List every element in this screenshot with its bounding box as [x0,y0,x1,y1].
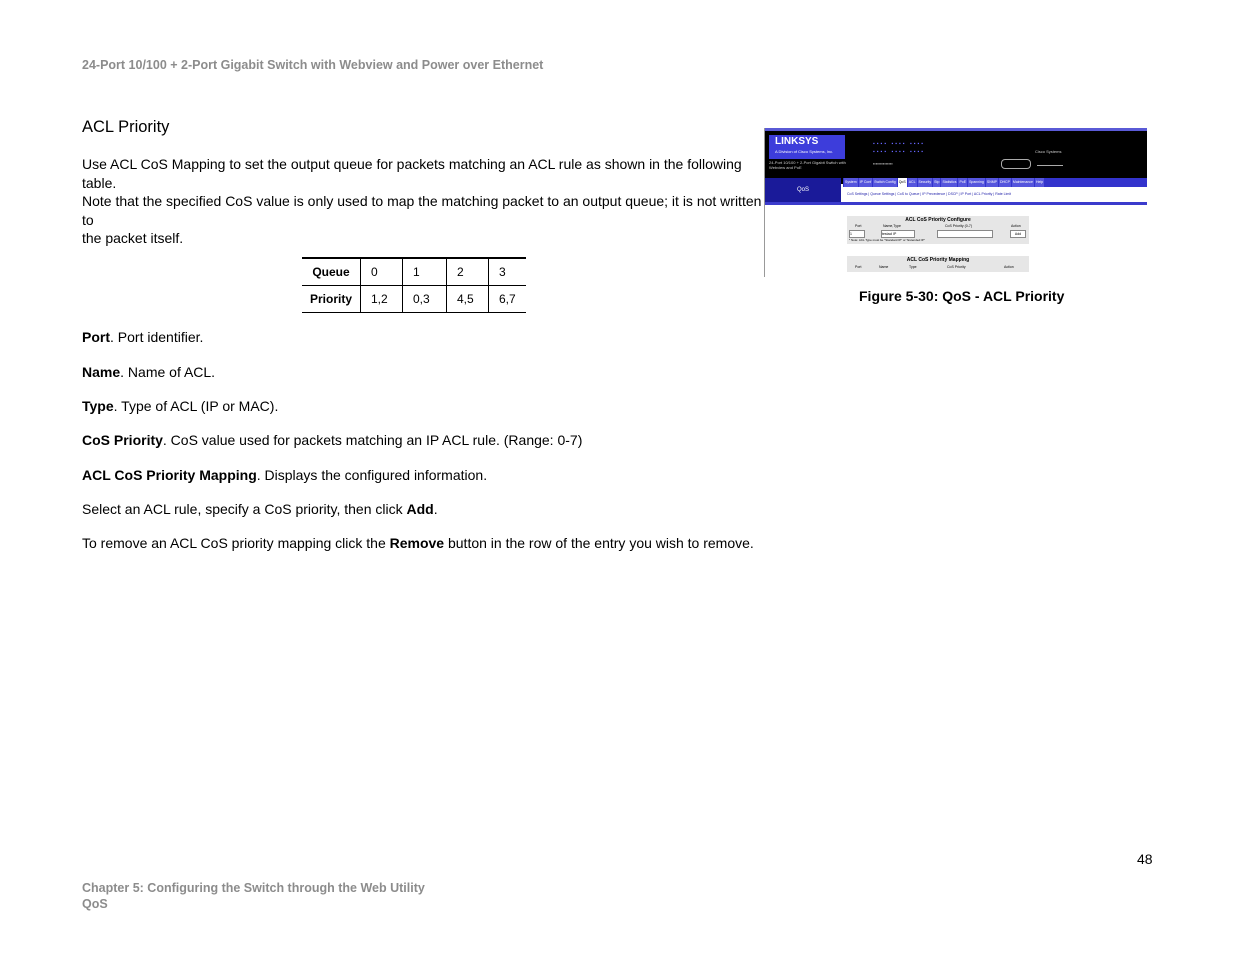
port-leds: ▪▪▪▪ ▪▪▪▪ ▪▪▪▪ ▪▪▪▪ ▪▪▪▪ ▪▪▪▪ [873,141,926,155]
intro-line: Note that the specified CoS value is only used to map the matching packet to an output queue; it is not written to [82,193,762,228]
table-cell: 6,7 [489,286,527,313]
section-title: ACL Priority [82,118,170,136]
tab-poe[interactable]: PoE [958,178,967,187]
intro-line: Use ACL CoS Mapping to set the output queue for packets matching an ACL rule as shown in the following table. [82,156,742,191]
definition-term: Port [82,329,110,345]
definition-text: . Type of ACL (IP or MAC). [113,398,279,414]
tab-maintenance[interactable]: Maintenance [1012,178,1034,187]
definition-text: . Name of ACL. [120,364,216,380]
definition-name [82,364,215,380]
tab-dhcp[interactable]: DHCP [999,178,1011,187]
figure-screenshot [764,128,1147,277]
tab-ip-conf[interactable]: IP Conf [859,178,873,187]
instruction-text: To remove an ACL CoS priority mapping click the [82,535,390,551]
instruction-text: button in the row of the entry you wish to remove. [444,535,754,551]
column-header: CoS Priority [947,265,966,269]
add-button-label: Add [406,501,434,517]
column-header: CoS Priority (0-7) [945,224,973,228]
definition-term: Type [82,398,114,414]
definition-text: . Displays the configured information. [256,467,488,483]
logo-text: LINKSYS [775,136,819,147]
column-header: Name [879,265,889,269]
document-header: 24-Port 10/100 + 2-Port Gigabit Switch with Webview and Power over Ethernet [82,58,544,72]
table-cell: 2 [447,258,489,286]
cisco-icon [1001,159,1031,169]
table-cell: 0,3 [403,286,447,313]
acl-cos-mapping-panel [847,256,1029,272]
add-instruction [82,501,438,517]
port-select[interactable]: 1 [849,230,865,238]
cisco-text: Cisco Systems [1035,149,1062,154]
acl-cos-configure-panel [847,216,1029,244]
definition-type [82,398,278,414]
intro-line: the packet itself. [82,230,184,246]
tab-system[interactable]: System [844,178,858,187]
table-cell: 3 [489,258,527,286]
definition-term: Name [82,364,121,380]
logo-subtitle: A Division of Cisco Systems, Inc. [775,149,834,154]
definition-text: . CoS value used for packets matching an IP ACL rule. (Range: 0-7) [162,432,583,448]
column-header: Action [1004,265,1014,269]
linksys-logo [769,135,845,159]
model-text: 24-Port 10/100 + 2-Port Gigabit Switch with Webview and PoE [769,160,846,170]
instruction-text: . [433,501,438,517]
subtab-bar[interactable]: CoS Settings | Queue Settings | CoS to Queue | IP Precedence | DSCP | IP Port | ACL Priority | Rate Limit [843,188,1147,200]
port-numbers: ▪▪▪▪▪▪▪▪▪▪▪▪▪▪ [873,161,893,166]
tab-statistics[interactable]: Statistics [941,178,957,187]
column-header: Action [1011,224,1021,228]
tab-security[interactable]: Security [918,178,933,187]
footer-chapter: Chapter 5: Configuring the Switch through the Web Utility [82,881,425,895]
table-cell: 1,2 [361,286,403,313]
note-text: * Note: ACL Type must be "Standard IP" or "Extended IP" [849,238,925,242]
mapping-title: ACL CoS Priority Mapping [906,257,970,263]
table-row-queue [302,258,526,286]
acl-name-select[interactable]: testacl IP [881,230,915,238]
definition-mapping [82,467,487,483]
tab-bar [843,178,1147,187]
tab-snmp[interactable]: SNMP [986,178,998,187]
table-row-priority [302,286,526,313]
queue-priority-table [302,257,526,313]
nav-selected[interactable]: QoS [765,178,841,202]
tab-stp[interactable]: Stp [933,178,940,187]
remove-button-label: Remove [389,535,445,551]
instruction-text: Select an ACL rule, specify a CoS priority, then click [82,501,407,517]
remove-instruction [82,535,754,551]
definition-port [82,329,203,345]
cos-priority-input[interactable] [937,230,993,238]
table-cell: 1 [403,258,447,286]
column-header: Type [909,265,917,269]
banner [765,131,1147,184]
definition-cos-priority [82,432,582,448]
table-cell: 0 [361,258,403,286]
add-button[interactable]: Add [1010,230,1026,238]
tab-acl[interactable]: ACL [908,178,917,187]
intro-paragraph [82,155,762,248]
divider-bar [765,202,1147,205]
column-header: Port [855,265,862,269]
definition-text: . Port identifier. [110,329,204,345]
cisco-logo-icon [1037,159,1063,166]
priority-header: Priority [302,286,361,313]
figure-caption: Figure 5-30: QoS - ACL Priority [859,288,1065,304]
tab-qos[interactable]: QoS [898,178,907,187]
definition-term: CoS Priority [82,432,163,448]
footer-section: QoS [82,897,108,911]
configure-title: ACL CoS Priority Configure [905,217,971,223]
tab-spanning[interactable]: Spanning [968,178,985,187]
queue-header: Queue [302,258,361,286]
table-cell: 4,5 [447,286,489,313]
page-number: 48 [1137,851,1153,867]
definition-term: ACL CoS Priority Mapping [82,467,257,483]
column-header: Port [855,224,862,228]
column-header: Name,Type [883,224,901,228]
tab-switch-config[interactable]: Switch Config [873,178,896,187]
tab-help[interactable]: Help [1035,178,1044,187]
